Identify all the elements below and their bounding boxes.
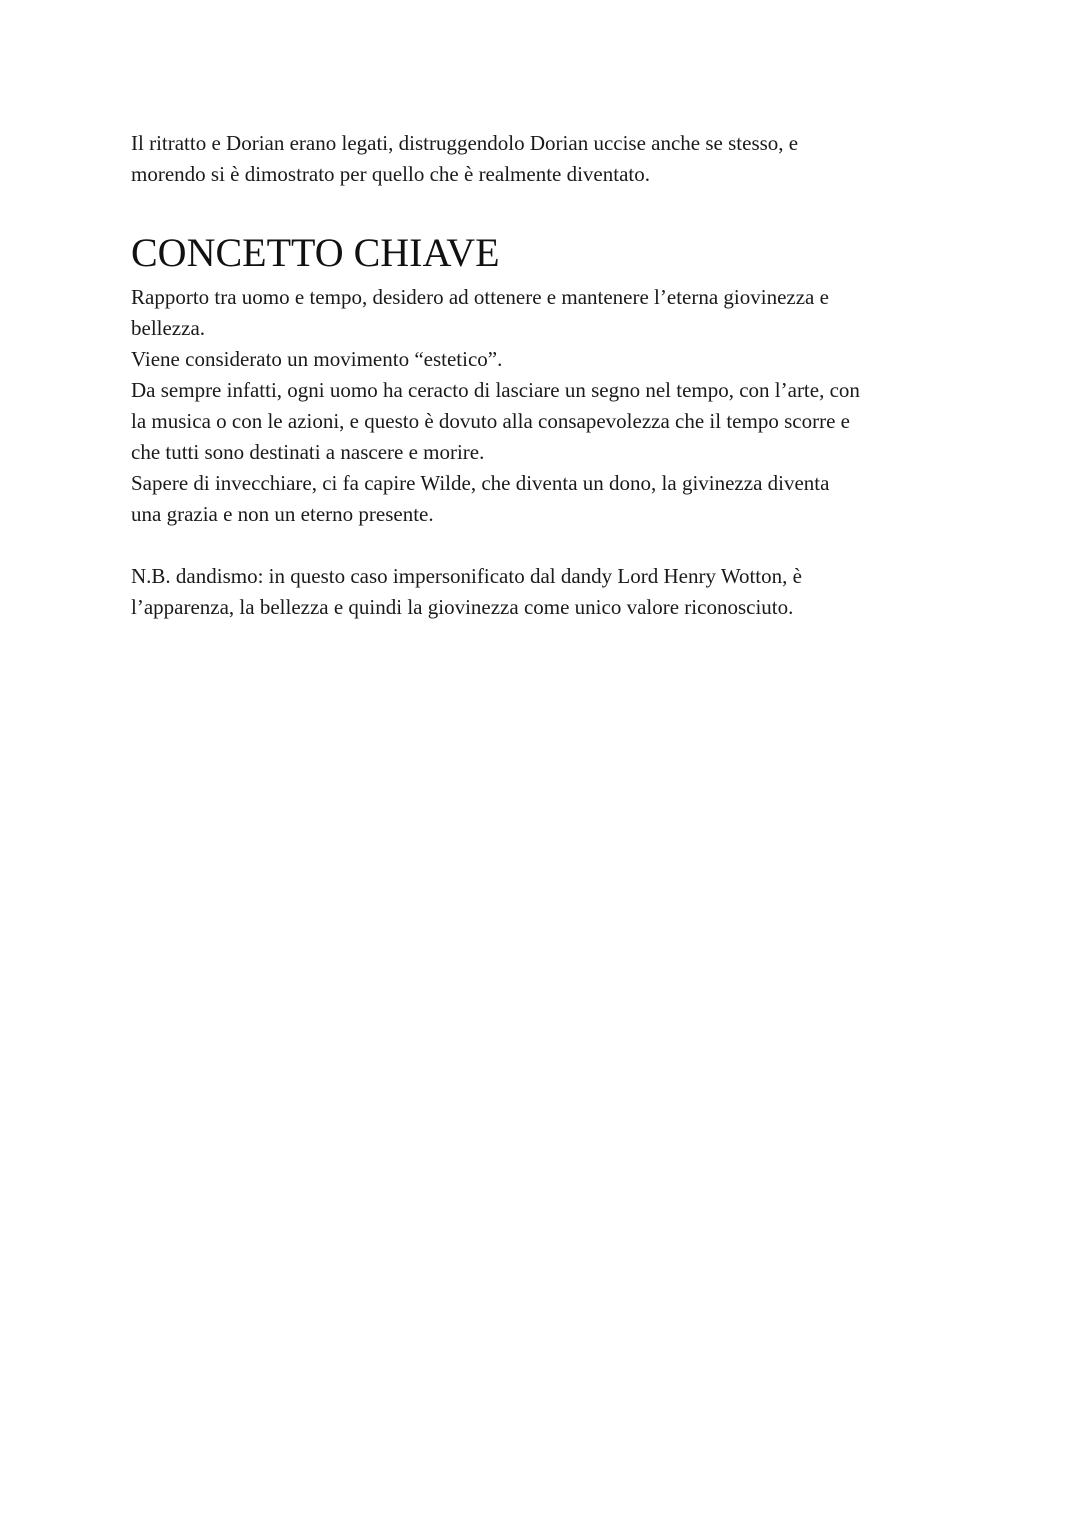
- body-line: bellezza.: [131, 316, 206, 340]
- key-concept-paragraph: [131, 282, 961, 344]
- time-mark-paragraph: [131, 375, 961, 468]
- body-line: Viene considerato un movimento “estetico”.: [131, 347, 503, 371]
- body-line: Sapere di invecchiare, ci fa capire Wilde, che diventa un dono, la givinezza diventa: [131, 471, 830, 495]
- note-paragraph: [131, 561, 961, 623]
- body-line: che tutti sono destinati a nascere e morire.: [131, 440, 485, 464]
- intro-line: Il ritratto e Dorian erano legati, distruggendolo Dorian uccise anche se stesso, e: [131, 131, 799, 155]
- body-line: Da sempre infatti, ogni uomo ha ceracto di lasciare un segno nel tempo, con l’arte, con: [131, 378, 860, 402]
- note-line: l’apparenza, la bellezza e quindi la giovinezza come unico valore riconosciuto.: [131, 595, 794, 619]
- spacer: [131, 190, 961, 230]
- intro-line: morendo si è dimostrato per quello che è realmente diventato.: [131, 162, 650, 186]
- intro-paragraph: [131, 128, 961, 190]
- body-line: Rapporto tra uomo e tempo, desidero ad ottenere e mantenere l’eterna giovinezza e: [131, 285, 829, 309]
- aging-paragraph: [131, 468, 961, 530]
- body-line: una grazia e non un eterno presente.: [131, 502, 434, 526]
- aesthetic-movement-paragraph: [131, 344, 961, 375]
- spacer: [131, 530, 961, 561]
- document-body: [131, 128, 961, 623]
- section-heading: CONCETTO CHIAVE: [131, 230, 500, 275]
- body-line: la musica o con le azioni, e questo è dovuto alla consapevolezza che il tempo scorre e: [131, 409, 850, 433]
- note-line: N.B. dandismo: in questo caso impersonificato dal dandy Lord Henry Wotton, è: [131, 564, 802, 588]
